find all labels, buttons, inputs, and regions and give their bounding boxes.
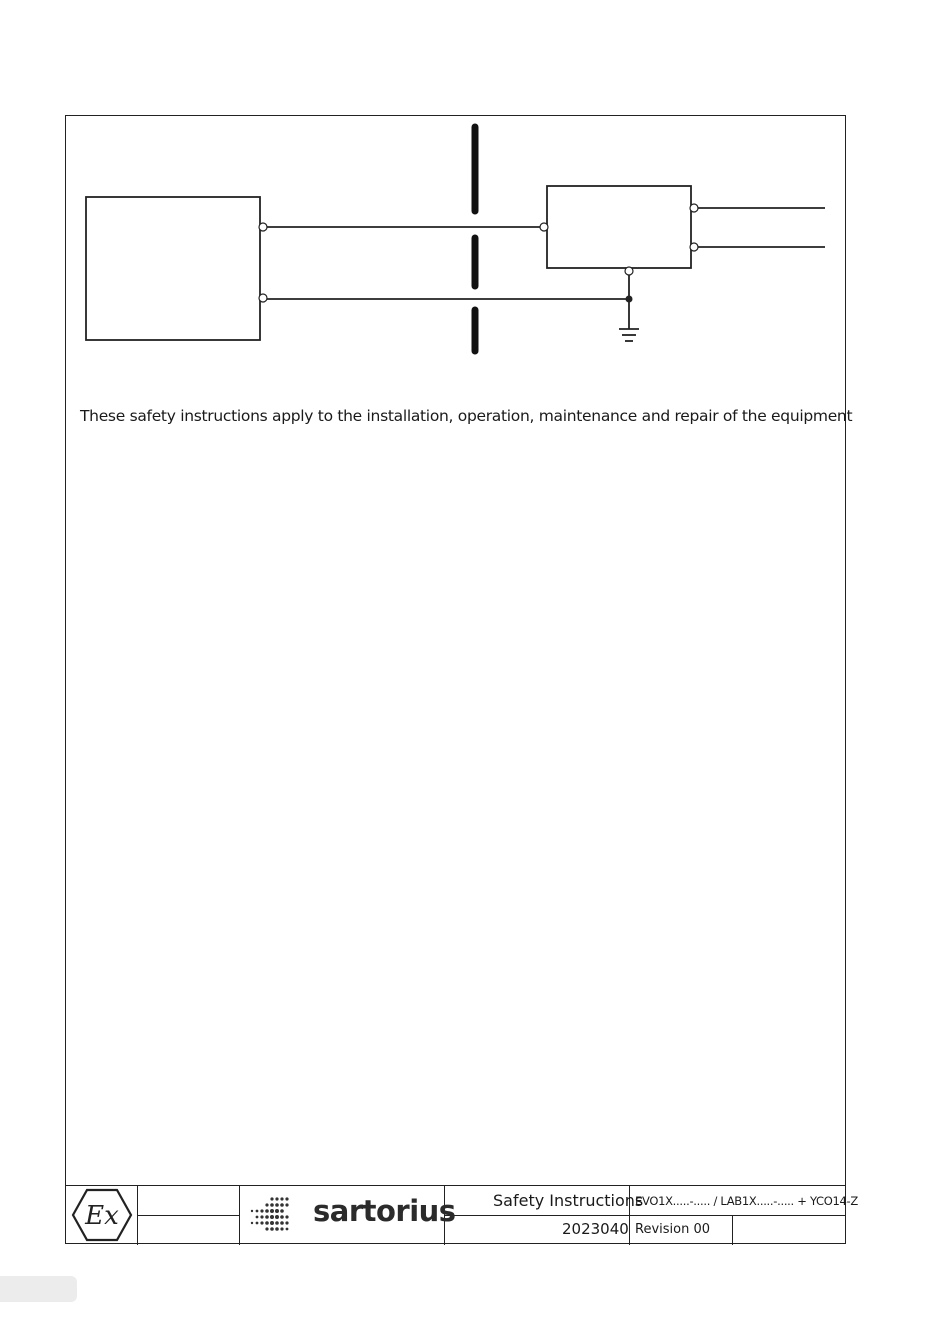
right-terminal-out-2	[690, 243, 698, 251]
page-corner-tab	[0, 1276, 77, 1302]
ex-mark-label: Ex	[85, 1201, 119, 1231]
right-terminal-out-1	[690, 204, 698, 212]
left-terminal-top	[259, 223, 267, 231]
wiring-diagram	[0, 0, 950, 380]
tb-divider	[732, 1215, 733, 1245]
revision-label: Revision 00	[635, 1222, 711, 1237]
left-device-box	[86, 197, 260, 340]
intro-paragraph: These safety instructions apply to the installation, operation, maintenance and repair of the equipment	[80, 407, 853, 425]
ex-mark-icon	[71, 1188, 133, 1242]
title-block	[65, 1185, 858, 1245]
earth-ground-icon	[619, 329, 639, 341]
tb-divider	[444, 1215, 846, 1216]
doc-title: Safety Instructions	[493, 1191, 644, 1210]
doc-number: 2023040	[562, 1220, 629, 1238]
tb-divider	[137, 1215, 239, 1216]
tb-divider	[239, 1186, 240, 1245]
brand-name: sartorius	[313, 1194, 456, 1228]
model-code: EVO1X.....-..... / LAB1X.....-..... + YCO14-Z	[635, 1194, 858, 1208]
sartorius-dots-icon	[247, 1195, 297, 1235]
left-terminal-bottom	[259, 294, 267, 302]
junction-dot	[626, 296, 633, 303]
right-terminal-in	[540, 223, 548, 231]
right-terminal-ground	[625, 267, 633, 275]
right-device-box	[547, 186, 691, 268]
